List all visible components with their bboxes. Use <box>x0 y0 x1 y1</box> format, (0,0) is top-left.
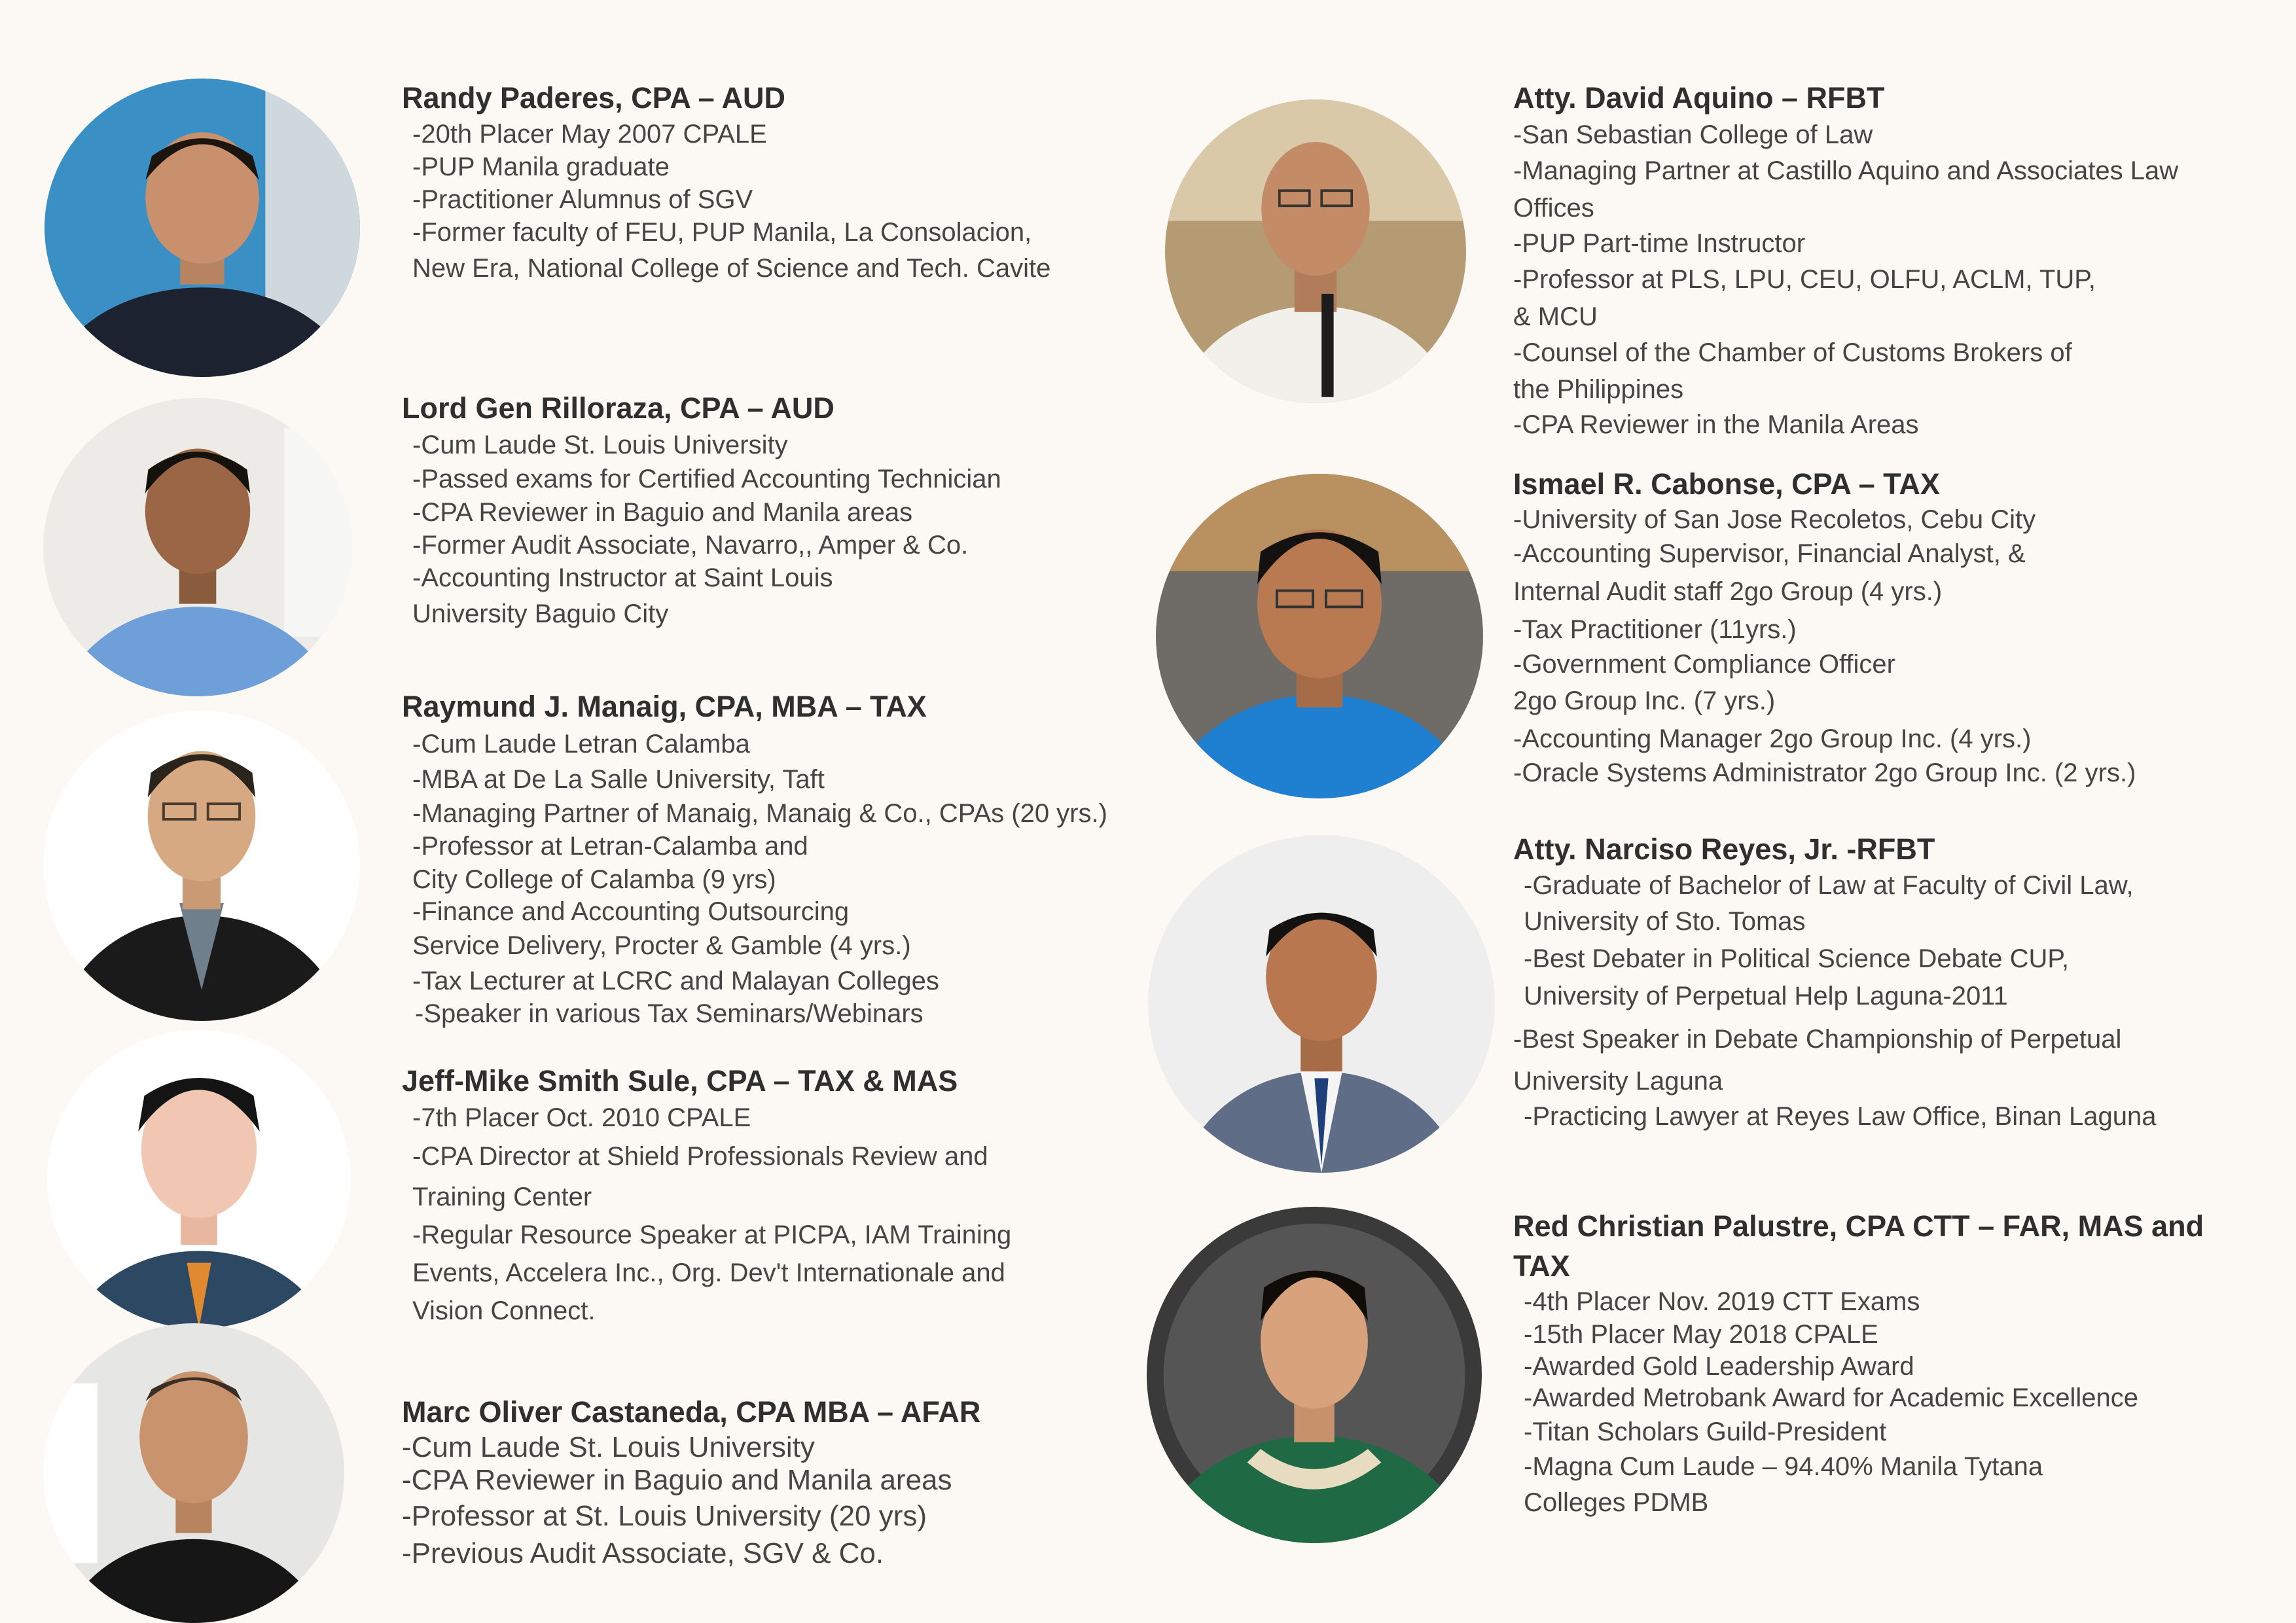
profile-detail: -University of San Jose Recoletos, Cebu City <box>1513 505 2036 534</box>
profile-detail: the Philippines <box>1513 375 1684 404</box>
profile-detail: 2go Group Inc. (7 yrs.) <box>1513 687 1776 715</box>
profile-detail: -Cum Laude St. Louis University <box>402 1431 815 1463</box>
profile-detail: -Cum Laude St. Louis University <box>412 431 788 459</box>
profile-detail: University of Sto. Tomas <box>1524 907 1806 936</box>
profile-detail: -Tax Practitioner (11yrs.) <box>1513 615 1797 644</box>
profile-marc-oliver-castaneda <box>402 1393 980 1572</box>
profile-detail: -Speaker in various Tax Seminars/Webinars <box>415 999 924 1028</box>
profile-detail: -MBA at De La Salle University, Taft <box>412 765 825 794</box>
portrait-raymund-manaig <box>43 711 360 1021</box>
profile-detail: -Professor at Letran-Calamba and <box>412 832 808 861</box>
profile-detail: -Government Compliance Officer <box>1513 650 1895 679</box>
profile-detail: Internal Audit staff 2go Group (4 yrs.) <box>1513 577 1943 606</box>
profile-detail: -Tax Lecturer at LCRC and Malayan Colleges <box>412 967 939 995</box>
profile-name: Ismael R. Cabonse, CPA – TAX <box>1513 467 1940 501</box>
profile-david-aquino <box>1513 79 2178 441</box>
profile-detail: -Passed exams for Certified Accounting Technician <box>412 465 1001 493</box>
profile-name: Marc Oliver Castaneda, CPA MBA – AFAR <box>402 1395 981 1429</box>
profile-name: Raymund J. Manaig, CPA, MBA – TAX <box>402 690 927 723</box>
profile-detail: -15th Placer May 2018 CPALE <box>1524 1320 1878 1349</box>
profile-detail: -Former Audit Associate, Navarro,, Amper & Co. <box>412 531 969 560</box>
profile-name: Red Christian Palustre, CPA CTT – FAR, MAS and <box>1513 1209 2204 1243</box>
profile-name: Atty. Narciso Reyes, Jr. -RFBT <box>1513 832 1935 866</box>
profile-detail: -Best Debater in Political Science Debate CUP, <box>1524 944 2070 973</box>
profile-detail: -20th Placer May 2007 CPALE <box>412 120 767 149</box>
profile-detail: City College of Calamba (9 yrs) <box>412 865 776 894</box>
profile-detail: -Best Speaker in Debate Championship of Perpetual <box>1513 1025 2122 1054</box>
profile-name: Lord Gen Rilloraza, CPA – AUD <box>402 391 834 425</box>
profile-detail: New Era, National College of Science and Tech. Cavite <box>412 254 1051 283</box>
profile-detail: -CPA Reviewer in the Manila Areas <box>1513 410 1919 439</box>
profile-red-christian-palustre <box>1513 1205 2204 1522</box>
profile-detail: -Practicing Lawyer at Reyes Law Office, Binan Laguna <box>1524 1102 2157 1131</box>
profile-detail: -Accounting Instructor at Saint Louis <box>412 563 833 592</box>
profile-name: Atty. David Aquino – RFBT <box>1513 81 1885 115</box>
profile-detail: -Graduate of Bachelor of Law at Faculty of Civil Law, <box>1524 871 2134 900</box>
profile-detail: -Former faculty of FEU, PUP Manila, La Consolacion, <box>412 218 1032 247</box>
profile-detail: -Finance and Accounting Outsourcing <box>412 897 850 926</box>
profile-detail: Events, Accelera Inc., Org. Dev't Internationale and <box>412 1258 1005 1287</box>
portrait-narciso-reyes <box>1148 835 1495 1173</box>
portrait-red-christian-palustre <box>1147 1207 1482 1543</box>
profile-detail: University Baguio City <box>412 599 669 628</box>
profile-detail: -PUP Manila graduate <box>412 152 670 181</box>
profile-jeff-mike-smith-sule <box>402 1061 1011 1330</box>
portrait-lord-gen-rilloraza <box>43 398 352 696</box>
profile-randy-paderes <box>402 79 1050 288</box>
profile-detail: -Cum Laude Letran Calamba <box>412 730 750 758</box>
profile-detail: Training Center <box>412 1183 592 1211</box>
portrait-ismael-cabonse <box>1156 474 1483 798</box>
profile-lord-gen-rilloraza <box>402 389 1001 633</box>
profile-raymund-manaig <box>402 687 1107 1030</box>
profile-detail: -Managing Partner of Manaig, Manaig & Co., CPAs (20 yrs.) <box>412 799 1107 828</box>
profile-detail: -Awarded Gold Leadership Award <box>1524 1352 1914 1381</box>
profile-detail: University Laguna <box>1513 1067 1723 1096</box>
profile-detail: -CPA Reviewer in Baguio and Manila areas <box>412 498 913 527</box>
profile-detail: -CPA Director at Shield Professionals Review and <box>412 1142 988 1171</box>
profile-detail: Colleges PDMB <box>1524 1488 1709 1517</box>
profile-detail: -Oracle Systems Administrator 2go Group Inc. (2 yrs.) <box>1513 758 2136 787</box>
profile-name: Randy Paderes, CPA – AUD <box>402 81 786 115</box>
profile-detail: -Accounting Supervisor, Financial Analyst, & <box>1513 539 2026 568</box>
profile-detail: -PUP Part-time Instructor <box>1513 229 1806 258</box>
profile-detail: -Previous Audit Associate, SGV & Co. <box>402 1537 884 1569</box>
profile-detail: -CPA Reviewer in Baguio and Manila areas <box>402 1464 952 1496</box>
portrait-marc-oliver-castaneda <box>43 1323 344 1623</box>
portrait-randy-paderes <box>45 79 360 377</box>
profile-name: Jeff-Mike Smith Sule, CPA – TAX & MAS <box>402 1064 958 1097</box>
profile-detail: & MCU <box>1513 302 1598 331</box>
profile-detail: -Awarded Metrobank Award for Academic Excellence <box>1524 1383 2139 1412</box>
profile-detail: Service Delivery, Procter & Gamble (4 yrs.) <box>412 931 911 960</box>
profile-detail: -Accounting Manager 2go Group Inc. (4 yrs.) <box>1513 724 2032 753</box>
profile-name-continued: TAX <box>1513 1249 1570 1283</box>
profile-detail: -Counsel of the Chamber of Customs Brokers of <box>1513 338 2072 367</box>
profile-detail: -4th Placer Nov. 2019 CTT Exams <box>1524 1287 1920 1316</box>
profile-detail: -Practitioner Alumnus of SGV <box>412 185 753 214</box>
profile-detail: -7th Placer Oct. 2010 CPALE <box>412 1103 751 1132</box>
portrait-jeff-mike-smith-sule <box>47 1030 351 1329</box>
profile-narciso-reyes <box>1513 830 2156 1133</box>
profile-detail: -Managing Partner at Castillo Aquino and Associates Law <box>1513 156 2179 185</box>
profile-detail: -San Sebastian College of Law <box>1513 120 1873 149</box>
profile-detail: Offices <box>1513 194 1594 223</box>
profile-detail: -Professor at St. Louis University (20 yrs) <box>402 1500 927 1532</box>
profile-detail: Vision Connect. <box>412 1296 596 1325</box>
profile-detail: University of Perpetual Help Laguna-2011 <box>1524 982 2008 1010</box>
profile-detail: -Professor at PLS, LPU, CEU, OLFU, ACLM, TUP, <box>1513 265 2096 294</box>
portrait-david-aquino <box>1165 99 1466 403</box>
profile-detail: -Titan Scholars Guild-President <box>1524 1418 1887 1446</box>
profile-detail: -Magna Cum Laude – 94.40% Manila Tytana <box>1524 1452 2043 1481</box>
profile-detail: -Regular Resource Speaker at PICPA, IAM Training <box>412 1221 1012 1249</box>
profile-ismael-cabonse <box>1513 465 2136 789</box>
